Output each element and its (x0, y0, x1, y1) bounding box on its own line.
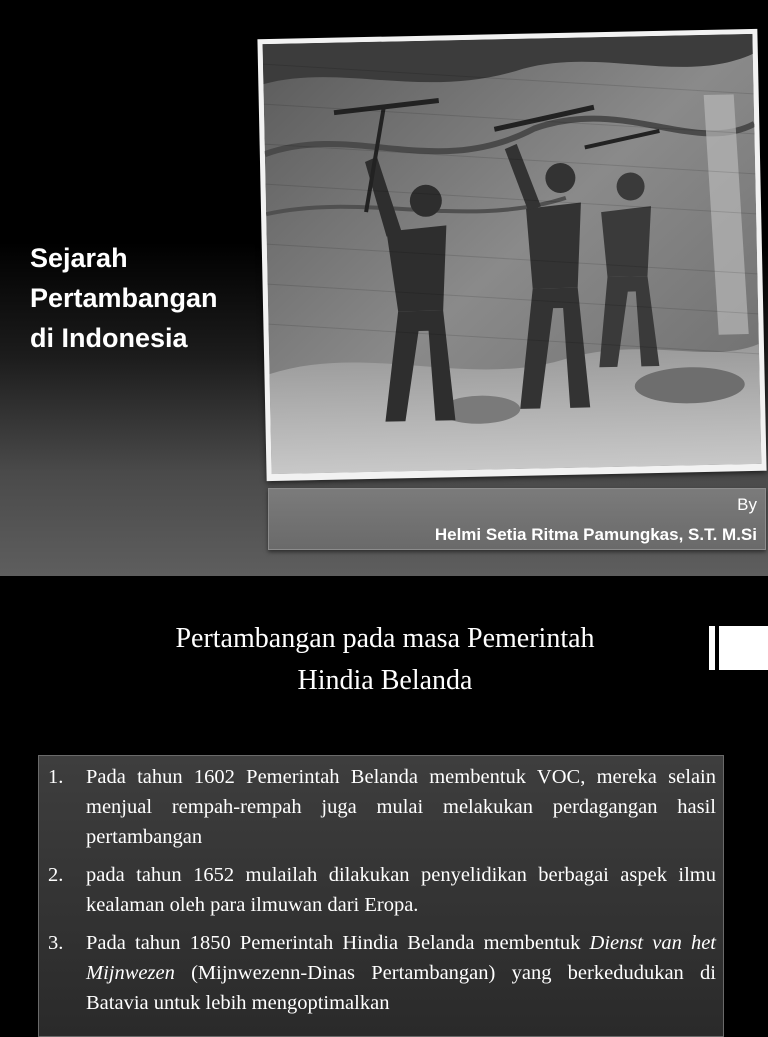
title-line-2: Pertambangan (30, 283, 218, 313)
decorative-block (719, 626, 768, 670)
list-item-text: Pada tahun 1602 Pemerintah Belanda membentuk VOC, mereka selain menjual rempah-rempah juga mulai melakukan perdagangan hasil pertambangan (86, 766, 716, 848)
list-item (46, 762, 716, 852)
slide-title (60, 618, 710, 702)
slide-title-line-1: Pertambangan pada masa Pemerintah (175, 623, 595, 654)
title-line-1: Sejarah (30, 243, 128, 273)
miners-engraving-image (257, 29, 766, 481)
list-item-italic-term: Dienst van het Mijnwezen (86, 932, 717, 984)
author-box (268, 488, 766, 550)
presentation-title (30, 238, 260, 358)
decorative-bar (709, 626, 715, 670)
list-item-number: 3. (48, 932, 64, 954)
list-item-text-after: (Mijnwezenn-Dinas Pertambangan) yang berkedudukan di Batavia untuk lebih mengoptimalkan (86, 962, 716, 1014)
list-item (46, 860, 716, 920)
title-line-3: di Indonesia (30, 323, 188, 353)
list-item (46, 928, 716, 1018)
history-list (46, 762, 716, 1026)
list-item-number: 2. (48, 864, 64, 886)
by-label: By (737, 495, 757, 514)
list-item-text: pada tahun 1652 mulailah dilakukan penyelidikan berbagai aspek ilmu kealaman oleh para ilmuwan dari Eropa. (86, 864, 716, 916)
author-name: Helmi Setia Ritma Pamungkas, S.T. M.Si (434, 525, 757, 544)
list-item-text-before: Pada tahun 1850 Pemerintah Hindia Belanda membentuk (86, 932, 590, 954)
list-item-number: 1. (48, 766, 64, 788)
slide-title-line-2: Hindia Belanda (297, 665, 473, 696)
